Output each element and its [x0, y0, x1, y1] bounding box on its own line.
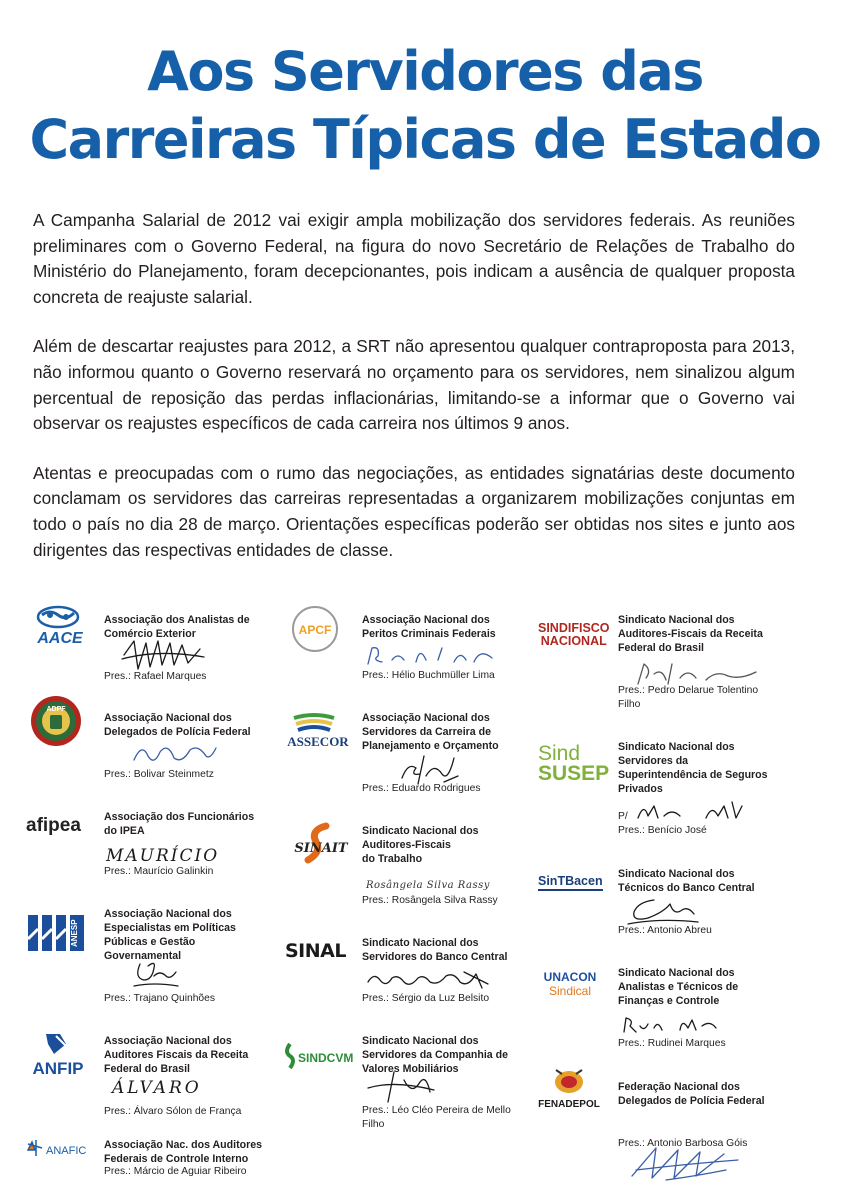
afipea-logo: afipea	[26, 815, 81, 836]
anafic-logo	[24, 1138, 96, 1162]
adpf-logo-text: ADPF	[46, 706, 66, 713]
org-name: Sindicato Nacional dos Servidores da Superintendência de Seguros Privados	[618, 741, 768, 795]
signature	[364, 1070, 444, 1106]
president-name: Pres.: Antonio Barbosa Góis	[618, 1138, 748, 1149]
unacon-logo-line-2: Sindical	[548, 984, 592, 998]
president-name: Pres.: Hélio Buchmüller Lima	[362, 670, 495, 681]
org-name: Associação Nacional dos Peritos Criminais Federais	[362, 614, 496, 640]
president-name: Pres.: Léo Cléo Pereira de Mello Filho	[362, 1105, 511, 1130]
president-name: Pres.: Pedro Delarue Tolentino Filho	[618, 685, 759, 710]
org-name: Sindicato Nacional dos Auditores-Fiscais do Trabalho	[362, 825, 479, 865]
president-name: Pres.: Álvaro Sólon de França	[104, 1106, 242, 1117]
signature	[130, 958, 190, 992]
org-name: Associação Nacional dos Especialistas em Políticas Públicas e Gestão Governamental	[104, 908, 236, 962]
org-name: Associação Nacional dos Servidores da Carreira de Planejamento e Orçamento	[362, 712, 499, 752]
title-line-2: Carreiras Típicas de Estado	[29, 108, 821, 171]
signature	[118, 635, 208, 675]
anesp-logo-text: ANESP	[70, 919, 79, 947]
sindifisco-logo	[538, 622, 610, 648]
fenadepol-logo	[536, 1066, 602, 1112]
sinait-logo-text: SINAIT	[294, 841, 348, 856]
page-title	[0, 38, 850, 174]
apcf-logo	[288, 605, 342, 653]
fenadepol-logo-text: FENADEPOL	[538, 1099, 600, 1110]
president-name: Pres.: Maurício Galinkin	[104, 866, 214, 877]
president-name: Pres.: Márcio de Aguiar Ribeiro	[104, 1166, 247, 1177]
aace-logo	[28, 603, 92, 647]
signature: MAURÍCIO	[106, 846, 220, 866]
signature	[130, 738, 220, 770]
body-text	[33, 208, 795, 587]
president-name: Pres.: Eduardo Rodrigues	[362, 783, 481, 794]
org-name: Associação dos Analistas de Comércio Exterior	[104, 614, 250, 640]
signature	[362, 642, 502, 672]
signature	[626, 1140, 746, 1184]
org-name: Sindicato Nacional dos Auditores-Fiscais da Receita Federal do Brasil	[618, 614, 763, 654]
org-name: Associação Nac. dos Auditores Federais de Controle Interno	[104, 1139, 262, 1165]
sindcvm-logo	[282, 1040, 354, 1072]
apcf-logo-text: APCF	[298, 623, 332, 637]
signature: Rosângela Silva Rassy	[366, 880, 490, 891]
aace-logo-text: AACE	[37, 630, 83, 647]
anfip-logo-text: ANFIP	[32, 1059, 84, 1078]
title-line-1: Aos Servidores das	[147, 40, 703, 103]
sindifisco-logo-line-1: SINDIFISCO	[538, 621, 610, 635]
president-name: Pres.: Rudinei Marques	[618, 1038, 726, 1049]
president-name: Pres.: Rosângela Silva Rassy	[362, 895, 498, 906]
anafic-logo-text: ANAFIC	[46, 1145, 87, 1157]
sinait-logo	[286, 822, 356, 866]
assecor-logo-text: ASSECOR	[287, 734, 349, 749]
paragraph-1: A Campanha Salarial de 2012 vai exigir ampla mobilização dos servidores federais. As reuniões preliminares com o Governo Federal, na figura do novo Secretário de Relações de Trabalho do Ministério do Planejamento, foram decepcionantes, pois indicam a ausência de qualquer proposta concreta de reajuste salarial.	[33, 210, 795, 307]
signature: ÁLVARO	[112, 1078, 202, 1098]
sintbacen-logo: SinTBacen	[538, 874, 603, 891]
org-name: Associação Nacional dos Delegados de Polícia Federal	[104, 712, 251, 738]
paragraph-2: Além de descartar reajustes para 2012, a SRT não apresentou qualquer contraproposta para 2013, não informou quanto o Governo reservará no orçamento para os servidores, nem sinalizou algum percentual de reposição das perdas inflacionárias, limitando-se a informar que o Governo vai observar os reajustes específicos de cada carreira nos últimos 9 anos.	[33, 336, 795, 434]
president-name: P/ Pres.: Benício José	[618, 811, 707, 836]
paragraph-3: Atentas e preocupadas com o rumo das negociações, as entidades signatárias deste documento conclamam os servidores das carreiras representadas a organizarem mobilizações conjuntas em todo o país no dia 28 de março. Orientações específicas poderão ser obtidas nos sites e junto aos dirigentes das respectivas entidades de classe.	[33, 462, 795, 560]
org-name: Federação Nacional dos Delegados de Polícia Federal	[618, 1081, 765, 1107]
sindsusep-logo	[538, 744, 609, 784]
anesp-logo	[28, 915, 90, 953]
signature	[620, 1014, 720, 1038]
president-name: Pres.: Bolivar Steinmetz	[104, 769, 214, 780]
org-name: Sindicato Nacional dos Servidores da Companhia de Valores Mobiliários	[362, 1035, 509, 1075]
president-name: Pres.: Trajano Quinhões	[104, 993, 216, 1004]
org-name: Associação Nacional dos Auditores Fiscais da Receita Federal do Brasil	[104, 1035, 249, 1075]
president-name: Pres.: Rafael Marques	[104, 671, 207, 682]
sindsusep-logo-line-2: SUSEP	[538, 762, 610, 785]
org-name: Sindicato Nacional dos Servidores do Banco Central	[362, 937, 508, 963]
adpf-logo	[30, 695, 82, 747]
sinal-logo: SINAL	[285, 940, 346, 962]
org-name: Associação dos Funcionários do IPEA	[104, 811, 255, 837]
unacon-logo	[538, 970, 602, 998]
org-name: Sindicato Nacional dos Analistas e Técnicos de Finanças e Controle	[618, 967, 739, 1007]
sindcvm-logo-text: SINDCVM	[298, 1051, 354, 1065]
signature	[364, 966, 494, 994]
president-name: Pres.: Antonio Abreu	[618, 925, 712, 936]
sindsusep-logo-line-1: Sind	[538, 742, 581, 765]
sindifisco-logo-line-2: NACIONAL	[540, 634, 607, 648]
unacon-logo-line-1: UNACON	[543, 970, 597, 984]
anfip-logo	[26, 1030, 90, 1078]
president-name: Pres.: Sérgio da Luz Belsito	[362, 993, 490, 1004]
assecor-logo	[284, 712, 354, 750]
org-name: Sindicato Nacional dos Técnicos do Banco Central	[618, 868, 755, 894]
